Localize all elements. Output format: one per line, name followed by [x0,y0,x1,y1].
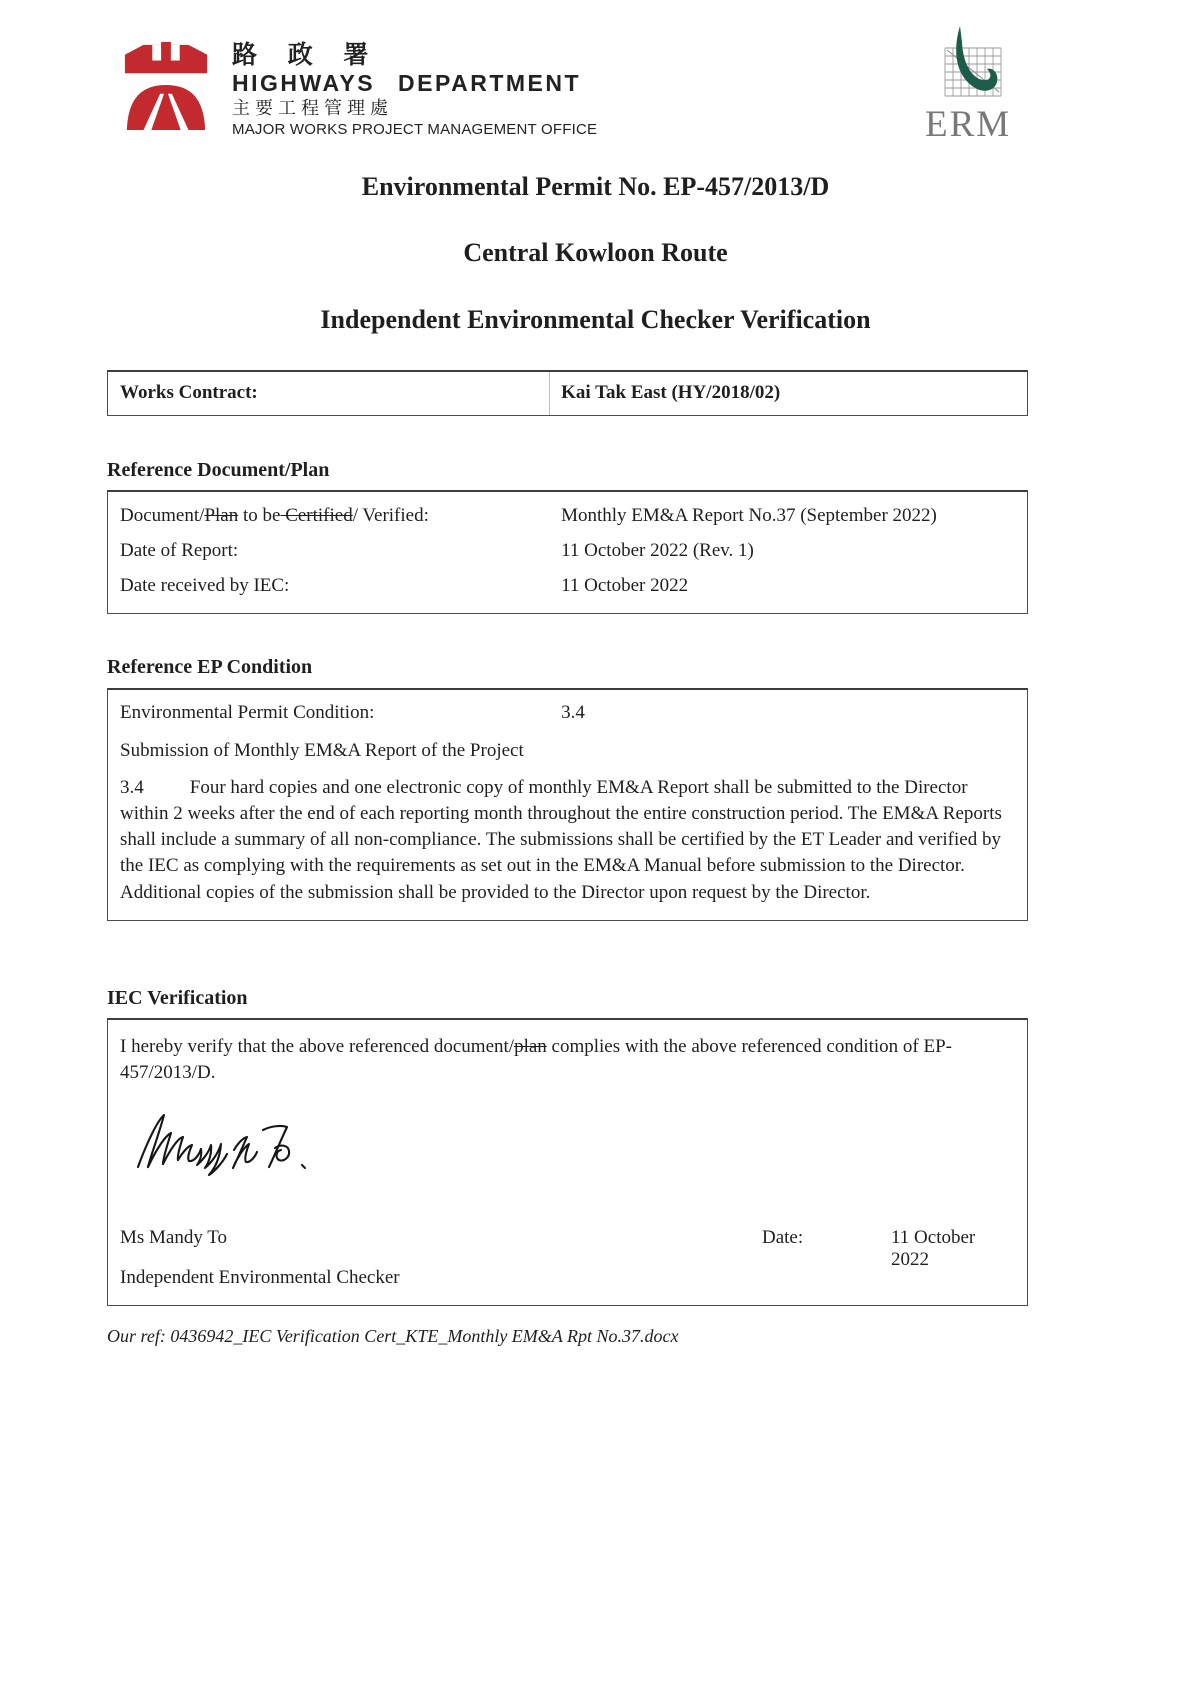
ep-condition-clause [108,762,1027,906]
date-label: Date: [762,1226,804,1248]
title-document-type: Independent Environmental Checker Verification [320,304,871,334]
ep-condition-label: Environmental Permit Condition: [120,701,375,723]
date-received-by-iec-value: 11 October 2022 [561,574,689,596]
signatory-title: Independent Environmental Checker [120,1266,400,1288]
works-contract-label: Works Contract: [120,382,258,404]
title-permit-number: Environmental Permit No. EP-457/2013/D [361,172,830,201]
hyd-english-office: MAJOR WORKS PROJECT MANAGEMENT OFFICE [232,121,598,139]
reference-ep-condition-table [107,688,1028,921]
erm-logo-icon [927,26,1005,100]
iec-verification-heading: IEC Verification [107,986,248,1009]
ep-condition-subheading: Submission of Monthly EM&A Report of the Project [120,739,524,761]
struck-word-plan: plan [514,1035,547,1057]
content [107,370,1028,1347]
signatory-row [120,1226,1015,1270]
struck-word-plan: Plan [204,504,239,526]
iec-verification-box [107,1018,1028,1306]
column-divider [549,372,550,415]
date-of-report-label: Date of Report: [120,539,239,561]
signature-image [132,1109,332,1191]
reference-ep-condition-heading: Reference EP Condition [107,655,313,678]
hyd-chinese-office: 主要工程管理處 [232,98,393,120]
date-received-by-iec-label: Date received by IEC: [120,574,290,596]
table-row [108,575,1027,597]
reference-document-table [107,490,1028,614]
header [0,0,1191,145]
hyd-chinese-name: 路 政 署 [232,40,380,69]
works-contract-table [107,370,1028,416]
title-project-name: Central Kowloon Route [463,237,728,267]
iec-verification-statement: I hereby verify that the above referenced document/plan complies with the above referenced condition of EP-457/2013/D. [120,1035,952,1084]
date-of-report-value: 11 October 2022 (Rev. 1) [561,539,754,561]
our-ref-line: Our ref: 0436942_IEC Verification Cert_KTE_Monthly EM&A Rpt No.37.docx [107,1325,679,1346]
reference-document-heading: Reference Document/Plan [107,458,330,481]
clause-number: 3.4 [120,776,144,798]
works-contract-value: Kai Tak East (HY/2018/02) [561,382,781,404]
date-value: 11 October 2022 [891,1226,976,1270]
clause-text: Four hard copies and one electronic copy of monthly EM&A Report shall be submitted to the Director within 2 weeks after the end of each reporting month throughout the entire construction period. The EM&A Reports shall include a summary of all non-compliance. The submissions shall be certified by the ET Leader and verified by the IEC as complying with the requirements as set out in the EM&A Manual before submission to the Director. Additional copies of the submission shall be provided to the Director upon request by the Director. [120,776,1002,903]
struck-word-certified: Certified [280,504,353,526]
table-row [108,702,1027,724]
hyd-english-name: HIGHWAYS DEPARTMENT [232,70,582,97]
highways-department-logo-block [122,40,597,138]
table-row [108,540,1027,562]
signatory-name: Ms Mandy To [120,1226,228,1248]
erm-wordmark: ERM [925,104,1012,145]
highways-department-text [232,40,597,138]
document-to-be-verified-label: Document/Plan to be Certified/ Verified: [120,504,429,526]
table-row [108,505,1027,527]
erm-logo-block [925,26,1012,146]
ep-condition-value: 3.4 [561,701,585,723]
highways-department-logo-icon [122,40,210,130]
document-to-be-verified-value: Monthly EM&A Report No.37 (September 2022) [561,504,937,526]
